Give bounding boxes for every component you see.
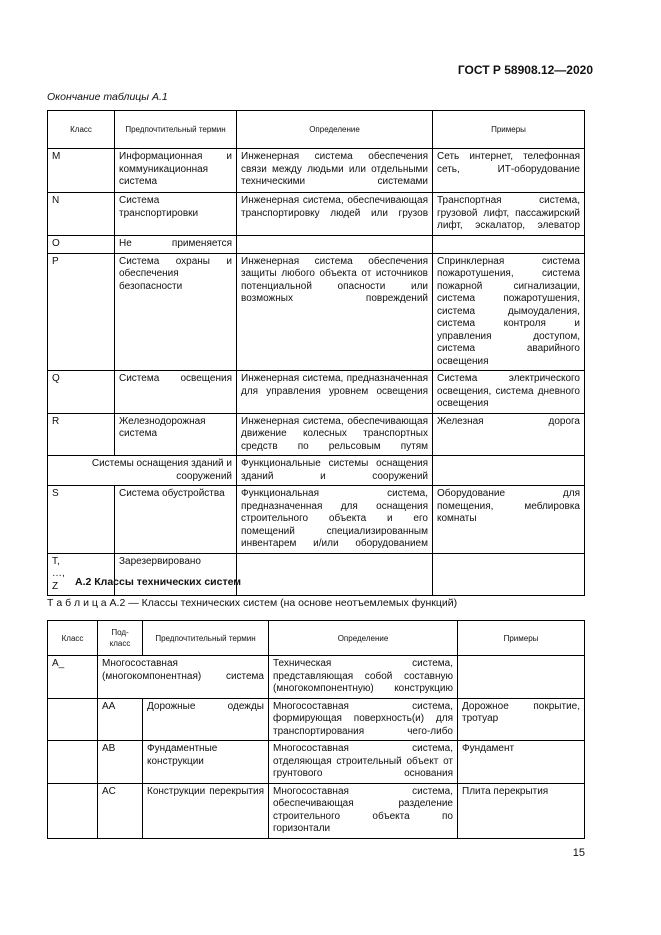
examples-cell [433,553,585,596]
term-cell: Не применяется [115,235,237,253]
definition-cell: Инженерная система, предназначенная для управления уровнем освещения [237,371,433,414]
examples-cell: Спринклерная система пожаротушения, система пожарной сигнализации, система пожаротушения, система дымоудаления, система контроля и управления доступом, система аварийного освещения [433,253,585,371]
class-cell: S [48,486,115,554]
table-row [48,553,585,596]
column-header: Определение [269,621,458,656]
column-header: Примеры [458,621,585,656]
subclass-cell: AB [98,741,143,784]
definition-cell: Функциональная система, предназначенная для оснащения строительного объекта и его помещений специализированным инвентарем и/или оборудованием [237,486,433,554]
column-header: Класс [48,111,115,149]
class-cell: Q [48,371,115,414]
class-cell [48,741,98,784]
table-row [48,656,585,699]
subclass-cell: AC [98,783,143,838]
table-row [48,413,585,456]
term-cell: Система транспортировки [115,193,237,236]
table-row [48,486,585,554]
class-cell [48,553,115,596]
examples-cell: Сеть интернет, телефонная сеть, ИТ-оборудование [433,149,585,193]
group-title-cell: Системы оснащения зданий и сооружений [48,456,237,486]
definition-cell: Многосоставная система, формирующая поверхность(и) для транспортирования чего-либо [269,698,458,741]
class-cell: R [48,413,115,456]
definition-cell [237,553,433,596]
examples-cell: Железная дорога [433,413,585,456]
examples-cell [433,456,585,486]
examples-cell [458,656,585,699]
column-header: Под-класс [98,621,143,656]
table-row [48,193,585,236]
term-cell: Железнодорожная система [115,413,237,456]
table-row [48,371,585,414]
term-cell: Информационная и коммуникационная система [115,149,237,193]
definition-cell: Инженерная система, обеспечивающая транспортировку людей или грузов [237,193,433,236]
examples-cell: Плита перекрытия [458,783,585,838]
definition-cell: Инженерная система, обеспечивающая движение колесных транспортных средств по рельсовым путям [237,413,433,456]
examples-cell: Дорожное покрытие, тротуар [458,698,585,741]
column-header: Примеры [433,111,585,149]
table-caption: Т а б л и ц а А.2 — Классы технических систем (на основе неотъемлемых функций) [47,597,458,609]
table-row [48,741,585,784]
definition-cell: Многосоставная система, отделяющая строительный объект от грунтового основания [269,741,458,784]
column-header: Предпочтительный термин [143,621,269,656]
class-range-line: Z [52,580,59,592]
term-cell: Фундаментные конструкции [143,741,269,784]
column-header: Предпочтительный термин [115,111,237,149]
section-title: А.2 Классы технических систем [75,576,242,588]
class-cell: N [48,193,115,236]
class-cell [48,783,98,838]
definition-cell: Инженерная система обеспечения связи между людьми или отдельными техническими системами [237,149,433,193]
term-cell: Дорожные одежды [143,698,269,741]
class-range-line: …, [52,568,65,579]
column-header: Определение [237,111,433,149]
definition-cell: Инженерная система обеспечения защиты любого объекта от источников потенциальной опасности или возможных повреждений [237,253,433,371]
class-cell: P [48,253,115,371]
table-row [48,253,585,371]
definition-cell: Техническая система, представляющая собой составную (многокомпонентную) конструкцию [269,656,458,699]
class-cell: A_ [48,656,98,699]
term-cell: Система охраны и обеспечения безопасности [115,253,237,371]
column-header: Класс [48,621,98,656]
definition-cell [237,235,433,253]
table-a1 [47,110,585,596]
definition-cell: Многосоставная система, обеспечивающая разделение строительного объекта по горизонтали [269,783,458,838]
table-row [48,783,585,838]
examples-cell: Транспортная система, грузовой лифт, пассажирский лифт, эскалатор, элеватор [433,193,585,236]
table-a2 [47,620,585,839]
table-continuation-label: Окончание таблицы А.1 [47,91,168,103]
term-cell: Система обустройства [115,486,237,554]
document-code: ГОСТ Р 58908.12—2020 [457,63,593,77]
term-cell: Многосоставная (многокомпонентная) система [98,656,269,699]
subclass-cell: AA [98,698,143,741]
examples-cell: Оборудование для помещения, меблировка комнаты [433,486,585,554]
term-cell: Система освещения [115,371,237,414]
class-cell [48,698,98,741]
examples-cell: Система электрического освещения, система дневного освещения [433,371,585,414]
examples-cell: Фундамент [458,741,585,784]
class-cell: O [48,235,115,253]
table-row [48,698,585,741]
class-range-line: T, [52,555,60,567]
table-row [48,149,585,193]
page-number: 15 [572,847,585,859]
table-row [48,235,585,253]
term-cell: Конструкции перекрытия [143,783,269,838]
examples-cell [433,235,585,253]
term-cell: Зарезервировано [115,553,237,596]
group-row [48,456,585,486]
class-cell: M [48,149,115,193]
definition-cell: Функциональные системы оснащения зданий и сооружений [237,456,433,486]
